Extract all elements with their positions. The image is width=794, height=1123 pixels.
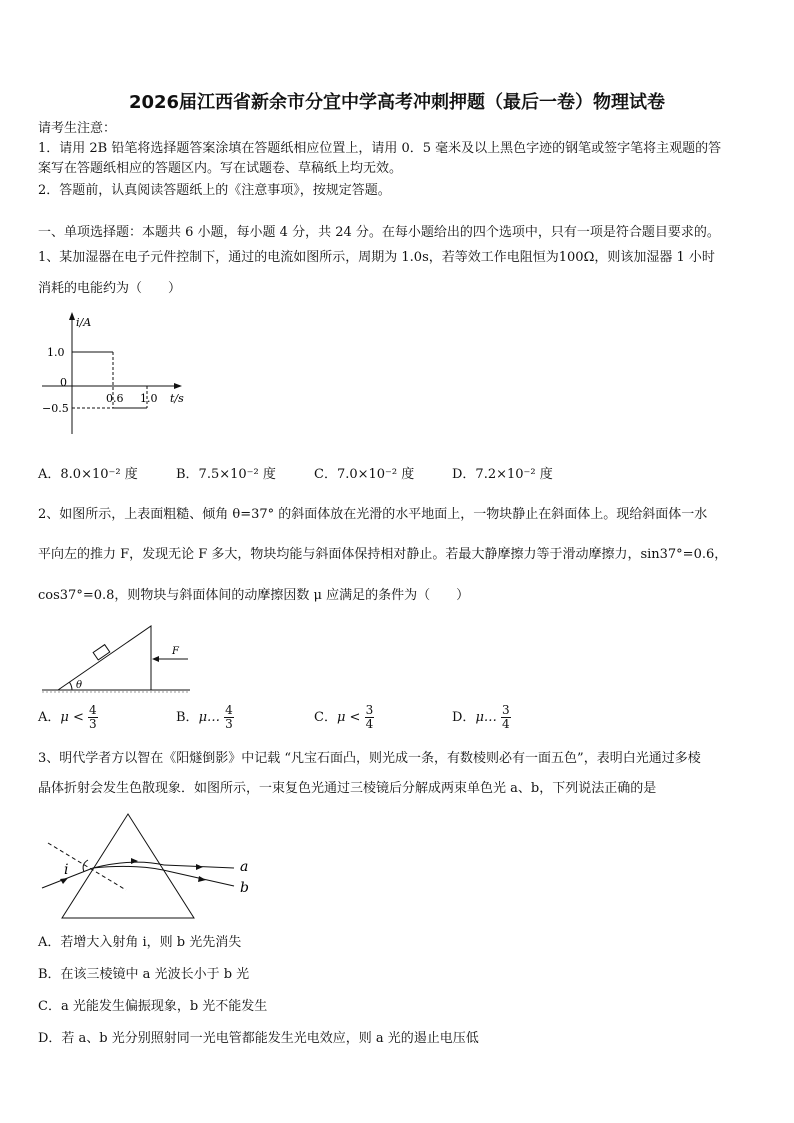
ray-a-label: a xyxy=(240,859,249,875)
q3-text-line-2: 晶体折射会发生色散现象．如图所示，一束复色光通过三棱镜后分解成两束单色光 a、b，下列说法正确的是 xyxy=(38,781,657,796)
x-tick-1: 0.6 xyxy=(106,392,124,405)
q3-option-c: C．a 光能发生偏振现象，b 光不能发生 xyxy=(38,999,268,1014)
section-heading: 一、单项选择题：本题共 6 小题，每小题 4 分，共 24 分。在每小题给出的四个选项中，只有一项是符合题目要求的。 xyxy=(38,225,720,240)
q2-option-a: A．μ < $\frac{4}{3}$ xyxy=(38,703,97,731)
q1-option-a: A．8.0×10⁻² 度 xyxy=(38,467,138,482)
q3-option-d: D．若 a、b 光分别照射同一光电管都能发生光电效应，则 a 光的遏止电压低 xyxy=(38,1031,479,1046)
ray-b-label: b xyxy=(240,880,249,896)
x-axis-label: t/s xyxy=(170,392,184,405)
q2-option-b: B．μ… $\frac{4}{3}$ xyxy=(176,703,233,731)
q2-option-d: D．μ… $\frac{3}{4}$ xyxy=(452,703,510,731)
angle-label: θ xyxy=(76,680,83,691)
y-axis-label: i/A xyxy=(76,316,92,329)
q1-option-c: C．7.0×10⁻² 度 xyxy=(314,467,415,482)
q2-text-line-1: 2、如图所示，上表面粗糙、倾角 θ=37° 的斜面体放在光滑的水平地面上，一物块静止在斜面体上。现给斜面体一水 xyxy=(38,507,708,522)
x-tick-2: 1.0 xyxy=(140,392,158,405)
q2-incline-figure xyxy=(38,618,198,696)
q3-option-b: B．在该三棱镜中 a 光波长小于 b 光 xyxy=(38,967,250,982)
notice-item-1-line-2: 案写在答题纸相应的答题区内。写在试题卷、草稿纸上均无效。 xyxy=(38,161,403,176)
force-label: F xyxy=(172,646,179,657)
y-tick-top: 1.0 xyxy=(47,346,65,359)
q3-text-line-1: 3、明代学者方以智在《阳燧倒影》中记载 “凡宝石面凸，则光成一条，有数棱则必有一面五色”，表明白光通过多棱 xyxy=(38,751,701,766)
notice-heading: 请考生注意： xyxy=(38,121,117,136)
q2-text-line-2: 平向左的推力 F，发现无论 F 多大，物块均能与斜面体保持相对静止。若最大静摩擦力等于滑动摩擦力，sin37°=0.6， xyxy=(38,547,728,562)
q1-text-line-2: 消耗的电能约为（ ） xyxy=(38,281,182,296)
notice-item-1-line-1: 1．请用 2B 铅笔将选择题答案涂填在答题纸相应位置上，请用 0．5 毫米及以上黑色字迹的钢笔或签字笔将主观题的答 xyxy=(38,141,722,156)
notice-item-2: 2．答题前，认真阅读答题纸上的《注意事项》，按规定答题。 xyxy=(38,183,391,198)
q2-option-c: C．μ < $\frac{3}{4}$ xyxy=(314,703,374,731)
q1-text-line-1: 1、某加湿器在电子元件控制下，通过的电流如图所示，周期为 1.0s，若等效工作电阻恒为100Ω，则该加湿器 1 小时 xyxy=(38,250,715,265)
q3-prism-figure xyxy=(38,808,268,924)
q2-text-line-3: cos37°=0.8，则物块与斜面体间的动摩擦因数 μ 应满足的条件为（ ） xyxy=(38,588,470,603)
q1-current-graph xyxy=(30,310,200,440)
page-title: 2026届江西省新余市分宜中学高考冲刺押题（最后一卷）物理试卷 xyxy=(128,92,666,113)
y-tick-zero: 0 xyxy=(60,376,67,389)
q3-option-a: A．若增大入射角 i，则 b 光先消失 xyxy=(38,935,242,950)
y-tick-bottom: −0.5 xyxy=(42,402,69,415)
q1-option-b: B．7.5×10⁻² 度 xyxy=(176,467,276,482)
q1-option-d: D．7.2×10⁻² 度 xyxy=(452,467,553,482)
incident-angle-label: i xyxy=(64,862,69,878)
